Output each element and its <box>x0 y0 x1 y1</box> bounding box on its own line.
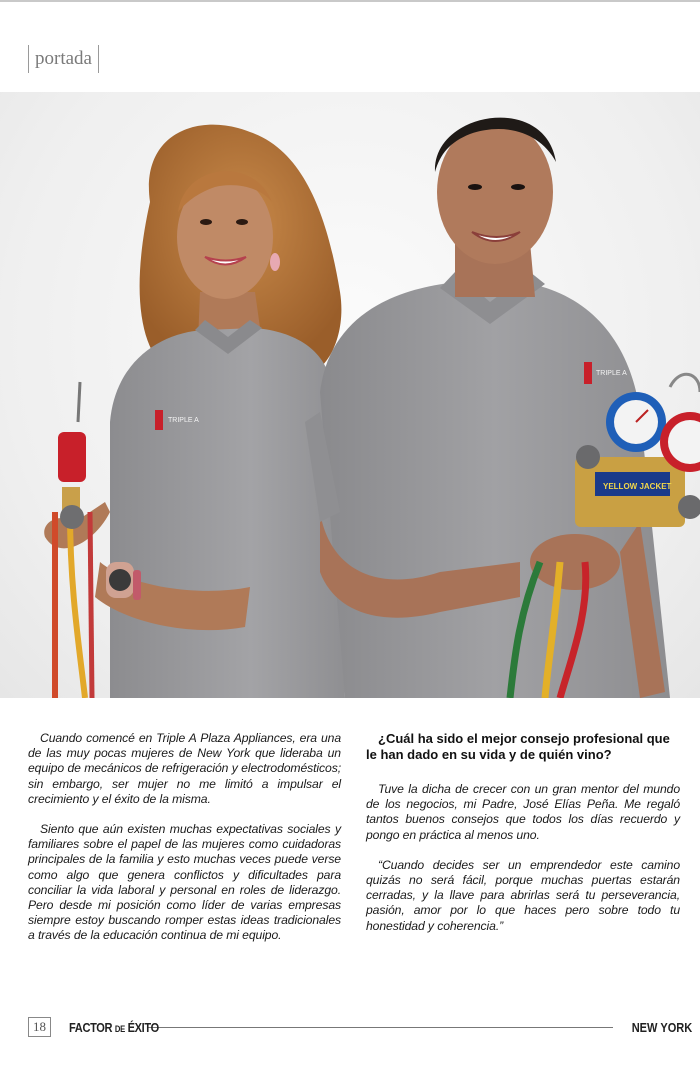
woman-shirt <box>110 328 345 698</box>
page-footer <box>28 1016 692 1038</box>
page-number: 18 <box>28 1017 51 1037</box>
magazine-name-b: DE <box>114 1023 125 1034</box>
quote-paragraph: “Cuando decides ser un emprendedor este camino quizás no será fácil, porque muchas puertas estarán cerradas, y la llave para abrirlas será tu perseverancia, pasión, amor por lo que haces pero sobre todo tu honestidad y coherencia.” <box>366 857 680 933</box>
man-shirt-logo: TRIPLE A <box>596 370 627 377</box>
question-heading: ¿Cuál ha sido el mejor consejo profesional que le han dado en su vida y de quién vino? <box>366 731 670 762</box>
paragraph: Tuve la dicha de crecer con un gran mentor del mundo de los negocios, mi Padre, José Elías Peña. Me regaló tantos buenos consejos que todos los días recuerdo y pongo en práctica al menos uno. <box>366 782 680 842</box>
paragraph: Siento que aún existen muchas expectativas sociales y familiares sobre el papel de las mujeres como cuidadoras principales de la familia y esto muchas veces puede verse como algo que genera conflictos y dificultades para conciliar la vida laboral y personal en roles de liderazgo. Pero desde mi posición como líder de varias empresas siempre estoy buscando romper estas ideas tradicionales a través de la educación continua de mi equipo. <box>28 822 341 943</box>
article-right-column <box>366 731 680 949</box>
photo-illustration <box>0 92 700 698</box>
footer-city: NEW YORK <box>631 1019 692 1035</box>
cover-photo <box>0 92 700 698</box>
section-tag: portada <box>28 45 99 73</box>
top-rule <box>0 0 700 2</box>
gauge-red <box>58 432 86 482</box>
footer-divider <box>147 1027 613 1028</box>
magazine-name <box>69 1019 159 1035</box>
magazine-name-a: FACTOR <box>69 1019 113 1035</box>
woman-shirt-logo: TRIPLE A <box>168 417 199 424</box>
paragraph: Cuando comencé en Triple A Plaza Appliances, era una de las muy pocas mujeres de New York que lideraba un equipo de mecánicos de refrigeración y electrodomésticos; sin embargo, ser mujer no me limitó a impulsar el crecimiento y el éxito de la misma. <box>28 731 341 806</box>
article-left-column <box>28 731 341 959</box>
manifold-label: YELLOW JACKET <box>603 482 672 491</box>
magazine-name-c: ÉXITO <box>127 1019 159 1035</box>
